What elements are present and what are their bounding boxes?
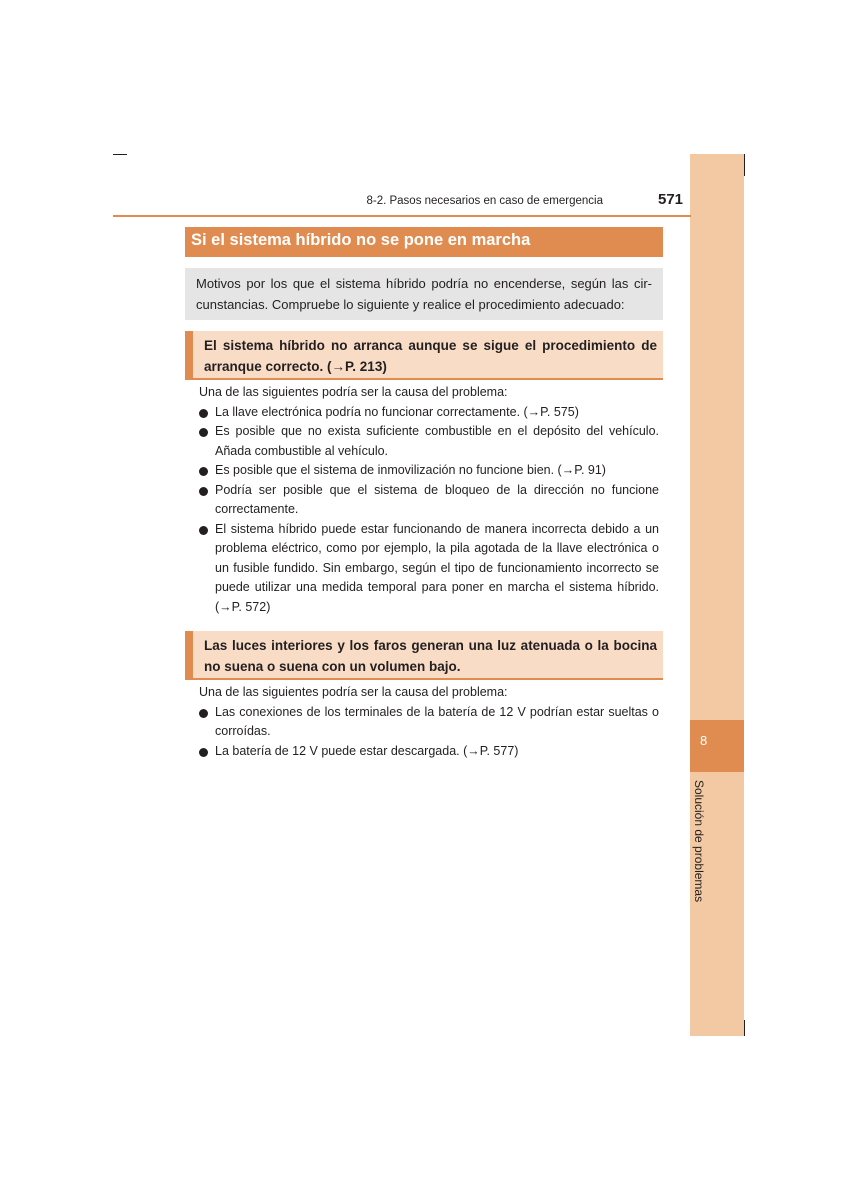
crop-mark-top-left — [113, 154, 127, 155]
list-item-text: Podría ser posible que el sistema de bloqueo de la dirección no funcione correctamente. — [215, 482, 659, 516]
header-rule — [113, 215, 691, 217]
bullet-icon — [199, 409, 208, 418]
bullet-icon — [199, 467, 208, 476]
list-item — [199, 703, 659, 742]
bullet-icon — [199, 709, 208, 718]
chapter-title: Solución de problemas — [692, 780, 706, 903]
page-number: 571 — [658, 191, 684, 208]
list-item — [199, 422, 659, 461]
bullet-icon — [199, 428, 208, 437]
list-item-text: La llave electrónica podría no funcionar correctamente. (→P. 575) — [215, 404, 579, 419]
section-lead: Una de las siguientes podría ser la causa del problema: — [199, 385, 508, 399]
list-item-text: El sistema híbrido puede estar funcionando de manera incorrecta debido a un problema eléctrico, como por ejemplo, la pila agotada de la llave electrónica o un fusible fundido. Sin embargo, según el tipo de funcionamiento incorrecto se puede utilizar una medida temporal para poner en marcha el sistema híbrido. (→P. 572) — [215, 521, 659, 614]
crop-mark-bottom-right-v — [744, 1020, 745, 1036]
list-item-text: Es posible que el sistema de inmovilización no funcione bien. (→P. 91) — [215, 463, 606, 477]
bullet-icon — [199, 526, 208, 535]
list-item-text: La batería de 12 V puede estar descargada. (→P. 577) — [215, 743, 519, 758]
list-item — [199, 520, 659, 618]
bullet-icon — [199, 487, 208, 496]
section-lead: Una de las siguientes podría ser la causa del problema: — [199, 685, 508, 699]
bullet-icon — [199, 748, 208, 757]
section-heading-2: Las luces interiores y los faros generan una luz atenuada o la bocina no suena o suena con un volumen bajo. — [185, 631, 663, 678]
list-item — [199, 742, 659, 762]
chapter-number-box — [690, 720, 744, 772]
running-header: 8-2. Pasos necesarios en caso de emergencia — [366, 195, 603, 207]
list-item — [199, 461, 659, 481]
crop-mark-top-right-v — [744, 154, 745, 176]
section-body-1 — [199, 383, 659, 617]
bullet-list — [199, 703, 659, 762]
page-title: Si el sistema híbrido no se pone en marcha — [185, 227, 663, 257]
list-item — [199, 403, 659, 423]
list-item-text: Es posible que no exista suficiente combustible en el depósito del vehículo. Añada combustible al vehículo. — [215, 424, 659, 458]
chapter-side-tab — [690, 154, 744, 1036]
section-body-2 — [199, 683, 659, 761]
intro-box: Motivos por los que el sistema híbrido podría no encenderse, según las cir- cunstancias. Compruebe lo siguiente y realice el procedimiento adecuado: — [185, 268, 663, 320]
chapter-number: 8 — [700, 733, 708, 748]
bullet-list — [199, 403, 659, 618]
list-item — [199, 481, 659, 520]
list-item-text: Las conexiones de los terminales de la batería de 12 V podrían estar sueltas o corroídas. — [215, 704, 659, 738]
section-heading-1: El sistema híbrido no arranca aunque se sigue el procedimiento de arranque correcto. (→P. 213) — [185, 331, 663, 378]
